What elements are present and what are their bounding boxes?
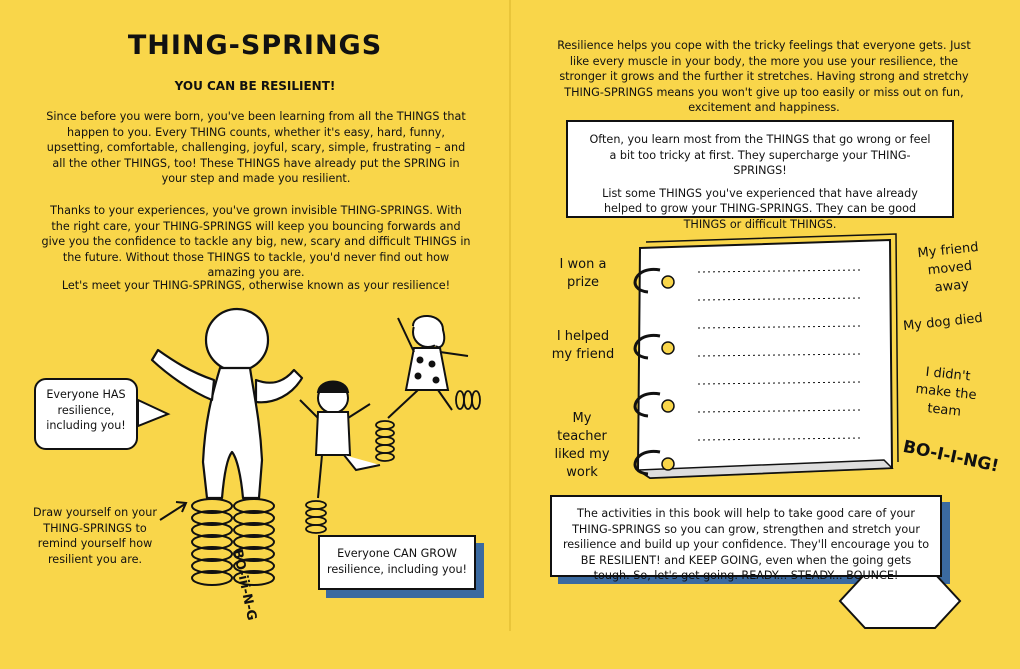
- page-title: THING-SPRINGS: [127, 30, 383, 61]
- boing-label-left: BO-iii-N-G: [229, 548, 260, 622]
- box-paragraph-1: Often, you learn most from the THINGS that go wrong or feel a bit too tricky at first. They supercharge your THING-SPRINGS!: [589, 133, 931, 177]
- note-won-prize: I won a prize: [559, 257, 607, 290]
- note-dog-died: My dog died: [902, 310, 984, 335]
- bottom-box-text: The activities in this book will help to take good care of your THING-SPRINGS so you can grow, strengthen and stretch your resilience and build up your confidence. They'll encourage you to BE RESILIENT! and KEEP GOING, even when the going gets tough. So, let's get going. READY... STEADY... BOUNCE!: [562, 507, 930, 582]
- right-intro-paragraph: Resilience helps you cope with the tricky feelings that everyone gets. Just like every muscle in your body, the more you use your resilience, the stronger it grows and the further it stretches. Having strong and stretchy THING-SPRINGS means you won't give up too easily or miss out on fun, excitement and happiness.: [557, 39, 971, 114]
- grow-box: [318, 535, 476, 590]
- grow-box-text: Everyone CAN GROW resilience, including you!: [326, 547, 468, 576]
- boing-label-right: BO-I-I-NG!: [901, 436, 1001, 477]
- note-friend-moved: My friend moved away: [916, 239, 980, 296]
- boy-illustration: [300, 382, 380, 499]
- note-helped-friend: I helped my friend: [551, 329, 615, 362]
- blank-figure-illustration: [152, 309, 302, 498]
- arrow-icon: [160, 502, 186, 520]
- springs-paragraph: Thanks to your experiences, you've grown invisible THING-SPRINGS. With the right care, your THING-SPRINGS will keep you bouncing forwards and give you the confidence to tackle any big, new, scary and difficult THINGS in the future. Without those THINGS to tackle, you'd never find out how amazing you are.: [41, 204, 471, 279]
- speech-bubble-text: Everyone HAS resilience, including you!: [46, 388, 126, 432]
- intro-paragraph: Since before you were born, you've been learning from all the THINGS that happen to you. Every THING counts, whether it's easy, hard, funny, upsetting, comfortable, challenging, joyful, scary, simple, frustrating – and all the other THINGS, too! These THINGS have already put the SPRING in your step and made you resilient.: [46, 110, 466, 185]
- draw-prompt: Draw yourself on your THING-SPRINGS to remind yourself how resilient you are.: [33, 506, 157, 566]
- meet-springs-line: Let's meet your THING-SPRINGS, otherwise known as your resilience!: [61, 279, 451, 292]
- bubble-tail: [138, 400, 168, 426]
- page-subtitle: YOU CAN BE RESILIENT!: [174, 79, 336, 93]
- box-paragraph-2: List some THINGS you've experienced that have already helped to grow your THING-SPRINGS. They can be good THINGS or difficult THINGS.: [602, 186, 918, 231]
- notebook-illustration: [635, 234, 898, 478]
- note-teacher-liked: My teacher liked my work: [554, 411, 610, 480]
- speech-bubble: [34, 378, 138, 450]
- list-instructions-box: [566, 120, 954, 231]
- note-didnt-make-team: I didn't make the team: [914, 364, 978, 420]
- bottom-box: [550, 495, 942, 582]
